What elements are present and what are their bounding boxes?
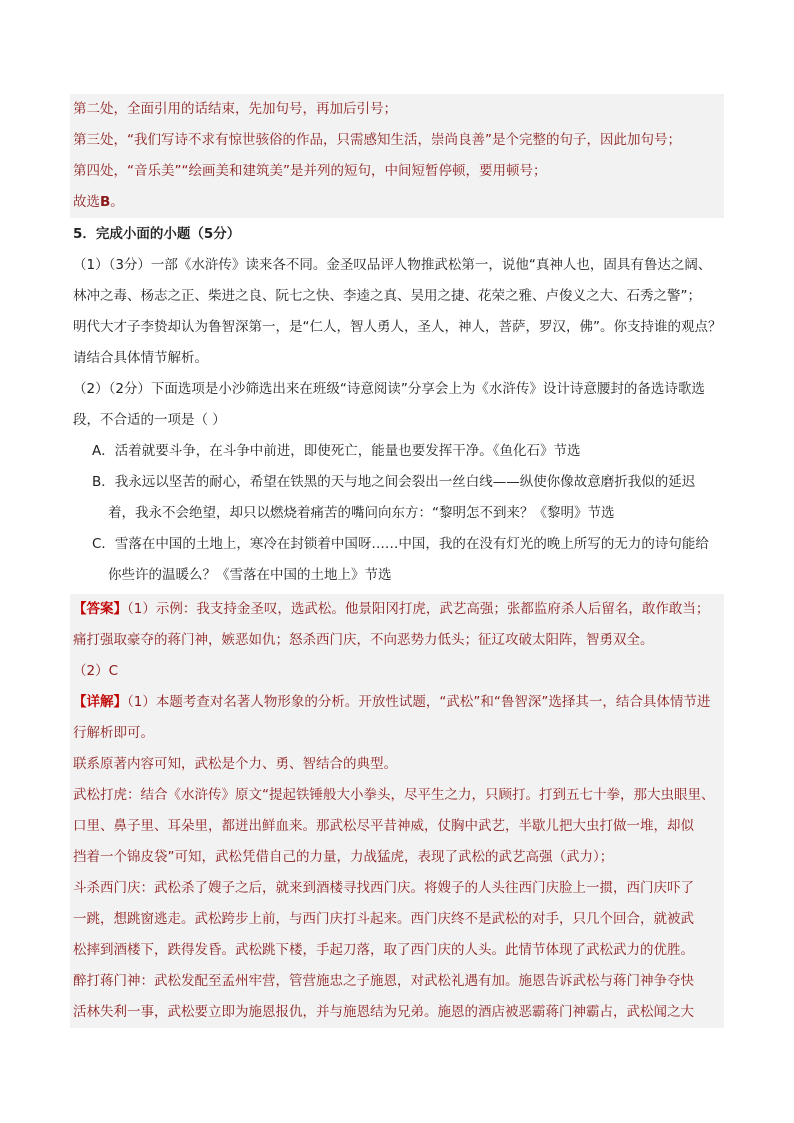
question-sub2-line: 段，不合适的一项是（ ） [73, 412, 226, 428]
detail-line: 斗杀西门庆：武松杀了嫂子之后，就来到酒楼寻找西门庆。将嫂子的人头往西门庆脸上一掼，西门庆吓了 [73, 880, 694, 896]
detail-line: 醉打蒋门神：武松发配至孟州牢营，管营施忠之子施恩，对武松礼遇有加。施恩告诉武松与蒋门神争夺快 [73, 973, 694, 989]
option-c-cont: 你些许的温暖么？《雪落在中国的土地上》节选 [108, 567, 392, 583]
detail-line: 联系原著内容可知，武松是个力、勇、智结合的典型。 [73, 756, 397, 772]
answer-line-2: （2）C [73, 663, 119, 679]
answer-line: 痛打强取豪夺的蒋门神，嫉恶如仇；怒杀西门庆，不向恶势力低头；征辽攻破太阳阵，智勇双全。 [73, 632, 654, 648]
question-sub1-line: （1）（3分）一部《水浒传》读来各不同。金圣叹品评人物推武松第一，说他“真神人也，固具有鲁达之阔、 [73, 257, 712, 273]
detail-line: 活林失利一事，武松要立即为施恩报仇，并与施恩结为兄弟。施恩的酒店被恶霸蒋门神霸占，武松闻之大 [73, 1004, 694, 1020]
answer-detail-block [70, 594, 724, 1028]
question-block [70, 219, 724, 591]
answer-line: 第二处，全面引用的话结束，先加句号，再加后引号； [73, 101, 397, 117]
conclusion-suffix: 。 [110, 194, 124, 210]
answer-line: 第四处，“音乐美”“绘画美和建筑美”是并列的短句，中间短暂停顿，要用顿号； [73, 163, 547, 179]
detail-line: 武松打虎：结合《水浒传》原文“提起铁锤般大小拳头，尽平生之力，只顾打。打到五七十拳，那大虫眼里、 [73, 787, 715, 803]
question-title: 5．完成小面的小题（5分） [73, 226, 241, 242]
question-sub1-line: 请结合具体情节解析。 [73, 350, 208, 366]
detail-line: 行解析即可。 [73, 725, 154, 741]
answer-line: 第三处，“我们写诗不求有惊世骇俗的作品，只需感知生活，崇尚良善”是个完整的句子，因此加句号； [73, 132, 681, 148]
option-b: B．我永远以坚苦的耐心，希望在铁黑的天与地之间会裂出一丝白线——纵使你像故意磨折我似的延迟 [92, 474, 696, 490]
option-a: A．活着就要斗争，在斗争中前进，即使死亡，能量也要发挥干净。《鱼化石》节选 [92, 443, 581, 459]
detail-line: 挡着一个锦皮袋”可知，武松凭借自己的力量，力战猛虎，表现了武松的武艺高强（武力）； [73, 849, 614, 865]
question-sub1-line: 林冲之毒、杨志之正、柴进之良、阮七之快、李逵之真、吴用之捷、花荣之雅、卢俊义之大、石秀之警”； [73, 288, 701, 304]
detail-label: 【详解】 [73, 694, 127, 710]
detail-line: 松摔到酒楼下，跌得发昏。武松跳下楼，手起刀落，取了西门庆的人头。此情节体现了武松武力的优胜。 [73, 942, 694, 958]
question-sub1-line: 明代大才子李贽却认为鲁智深第一，是“仁人，智人勇人，圣人，神人，菩萨，罗汉，佛”。你支持谁的观点？ [73, 319, 722, 335]
detail-text: （1）本题考查对名著人物形象的分析。开放性试题，“武松”和“鲁智深”选择其一，结合具体情节进 [127, 694, 711, 710]
option-b-cont: 着，我永不会绝望，却只以燃烧着痛苦的嘴问向东方：“黎明怎不到来？《黎明》节选 [108, 505, 615, 521]
conclusion-prefix: 故选 [73, 194, 100, 210]
answer-conclusion [70, 187, 724, 218]
previous-answer-block [70, 94, 724, 218]
detail-line: 一跳，想跳窗逃走。武松跨步上前，与西门庆打斗起来。西门庆终不是武松的对手，只几个回合，就被武 [73, 911, 694, 927]
answer-label: 【答案】 [73, 601, 127, 617]
option-c: C．雪落在中国的土地上，寒冷在封锁着中国呀……中国，我的在没有灯光的晚上所写的无力的诗句能给 [92, 536, 709, 552]
detail-line [70, 687, 724, 718]
answer-text: （1）示例：我支持金圣叹，选武松。他景阳冈打虎，武艺高强；张都监府杀人后留名，敢作敢当； [127, 601, 710, 617]
conclusion-option: B [100, 194, 111, 210]
answer-line [70, 594, 724, 625]
question-sub2-line: （2）（2分）下面选项是小沙筛选出来在班级“诗意阅读”分享会上为《水浒传》设计诗意腰封的备选诗歌选 [73, 381, 705, 397]
detail-line: 口里、鼻子里、耳朵里，都迸出鲜血来。那武松尽平昔神威，仗胸中武艺，半歇儿把大虫打做一堆，却似 [73, 818, 694, 834]
